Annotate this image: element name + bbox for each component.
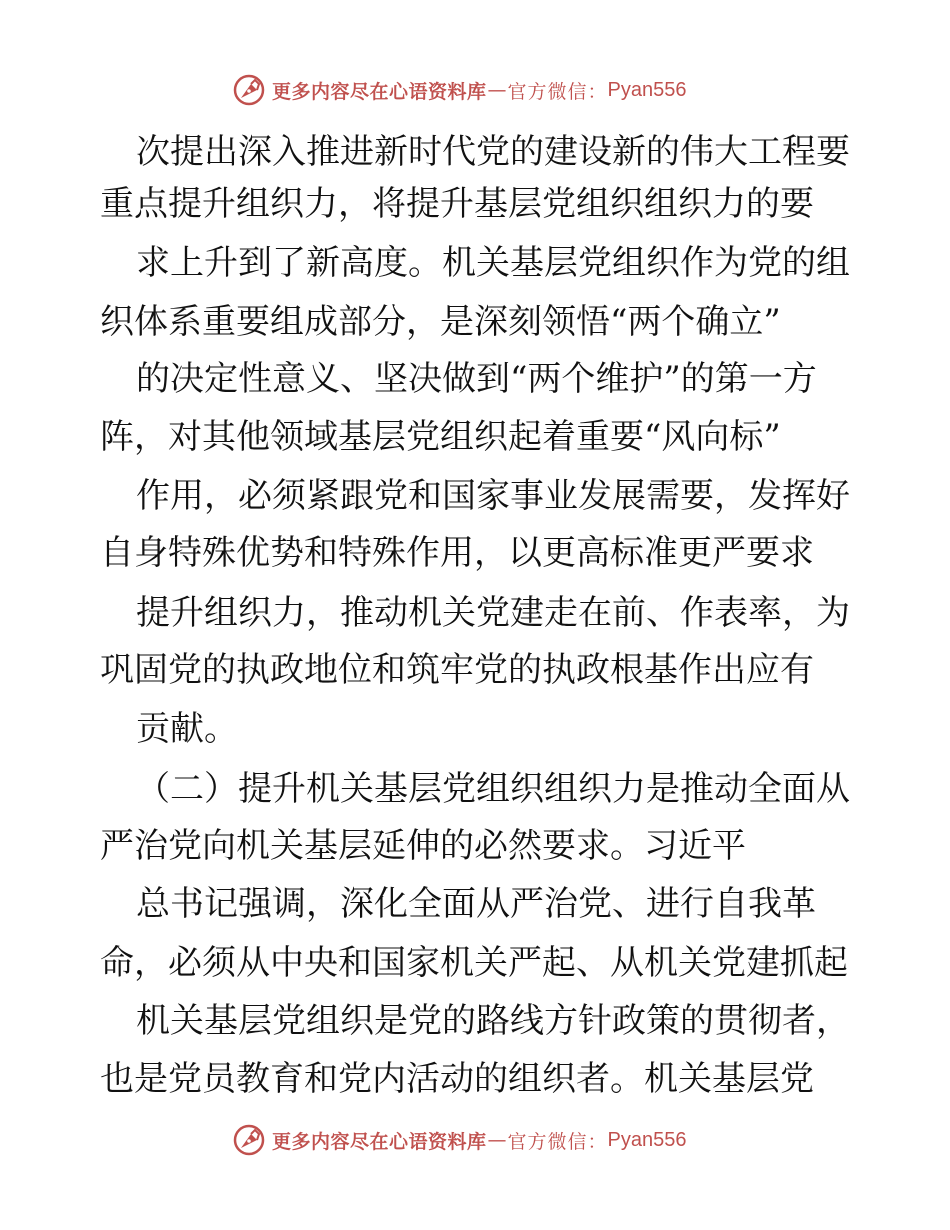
body-line: 巩固党的执政地位和筑牢党的执政根基作出应有 xyxy=(100,650,814,690)
brand-dash: — xyxy=(487,1129,507,1151)
body-line: 作用，必须紧跟党和国家事业发展需要，发挥好 xyxy=(136,476,850,516)
pen-nib-circle-icon xyxy=(232,1123,266,1157)
body-line: 自身特殊优势和特殊作用，以更高标准更严要求 xyxy=(100,533,814,573)
wechat-id: Pyan556 xyxy=(607,78,687,101)
body-line: 总书记强调，深化全面从严治党、进行自我革 xyxy=(136,884,816,924)
body-line: 严治党向机关基层延伸的必然要求。习近平 xyxy=(100,826,746,866)
body-line: 阵，对其他领域基层党组织起着重要“风向标” xyxy=(100,417,781,457)
body-line: 织体系重要组成部分，是深刻领悟“两个确立” xyxy=(100,302,781,342)
body-line: 命，必须从中央和国家机关严起、从机关党建抓起 xyxy=(100,943,848,983)
pen-nib-circle-icon xyxy=(232,73,266,107)
body-line: 的决定性意义、坚决做到“两个维护”的第一方 xyxy=(136,359,817,399)
wechat-label: 官方微信： xyxy=(507,80,608,103)
brand-text: 更多内容尽在心语资料库 xyxy=(272,1130,487,1153)
body-line: 求上升到了新高度。机关基层党组织作为党的组 xyxy=(136,243,850,283)
wechat-label: 官方微信： xyxy=(507,1130,608,1153)
body-line: 重点提升组织力，将提升基层党组织组织力的要 xyxy=(100,184,814,224)
wechat-id: Pyan556 xyxy=(607,1128,687,1151)
brand-text: 更多内容尽在心语资料库 xyxy=(272,80,487,103)
body-line: 机关基层党组织是党的路线方针政策的贯彻者， xyxy=(136,1001,850,1041)
header-banner xyxy=(232,72,687,108)
body-line: 次提出深入推进新时代党的建设新的伟大工程要 xyxy=(136,132,850,172)
section-heading: （二）提升机关基层党组织组织力是推动全面从 xyxy=(136,769,850,809)
brand-dash: — xyxy=(487,79,507,101)
body-line: 也是党员教育和党内活动的组织者。机关基层党 xyxy=(100,1059,814,1099)
footer-banner xyxy=(232,1122,687,1158)
body-line: 提升组织力，推动机关党建走在前、作表率，为 xyxy=(136,593,850,633)
body-line: 贡献。 xyxy=(136,709,238,749)
